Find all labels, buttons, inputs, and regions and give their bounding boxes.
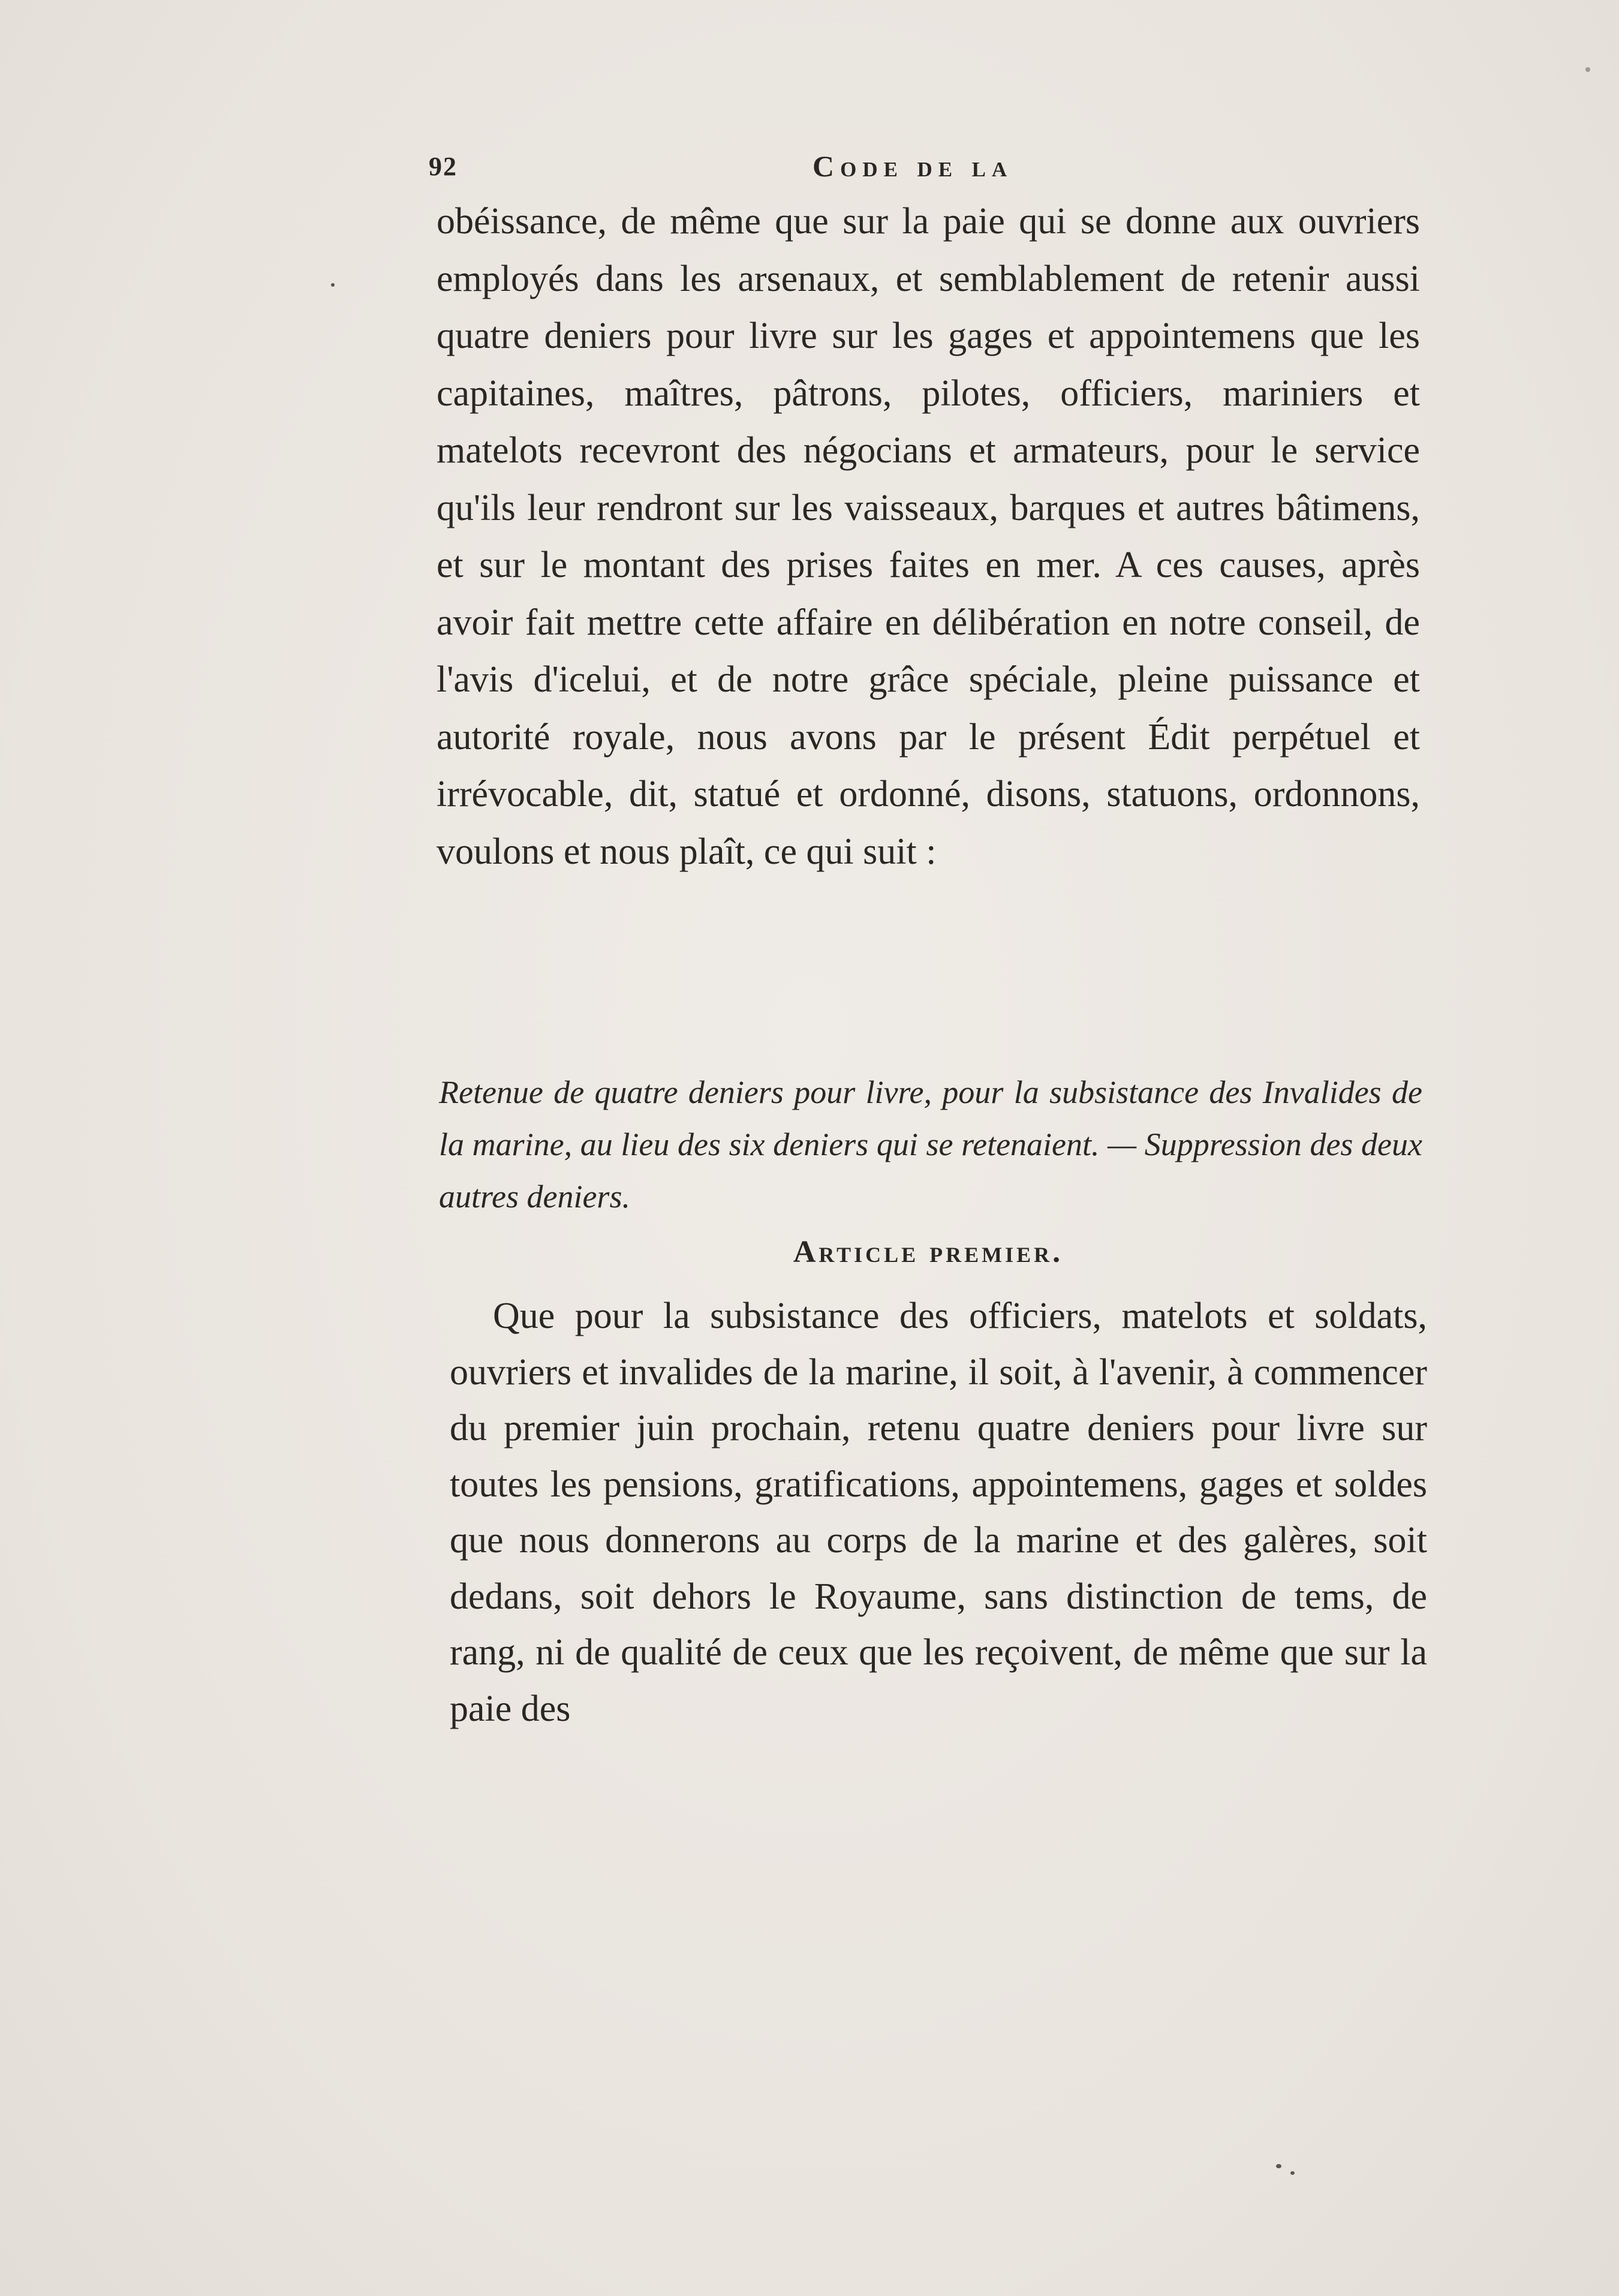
body-paragraph: obéissance, de même que sur la paie qui se donne aux ouvriers employés dans les arsenaux, et semblablement de retenir aussi quatre deniers pour livre sur les gages et appointemens que les capitaines, maîtres, pâtrons, pilotes, officiers, mariniers et matelots recevront des négocians et armateurs, pour le service qu'ils leur rendront sur les vaisseaux, barques et autres bâtimens, et sur le montant des prises faites en mer. A ces causes, après avoir fait mettre cette affaire en délibération en notre conseil, de l'avis d'icelui, et de notre grâce spéciale, pleine puissance et autorité royale, nous avons par le présent Édit perpétuel et irrévocable, dit, statué et ordonné, disons, statuons, ordonnons, voulons et nous plaît, ce qui suit : (437, 201, 1420, 872)
marginal-summary (439, 1066, 1422, 1223)
marginal-summary-text: Retenue de quatre deniers pour livre, pour la subsistance des Invalides de la marine, au lieu des six deniers qui se retenaient. — Suppression des deux autres deniers. (439, 1074, 1422, 1215)
paper-speck (1585, 67, 1590, 72)
article-heading: Article premier. (793, 1235, 1064, 1269)
page-number: 92 (429, 152, 458, 181)
paper-speck (1276, 2164, 1281, 2168)
article-paragraph: Que pour la subsistance des officiers, matelots et soldats, ouvriers et invalides de la marine, il soit, à l'avenir, à commencer du premier juin prochain, retenu quatre deniers pour livre sur toutes les pensions, gratifications, appointemens, gages et soldes que nous donnerons au corps de la marine et des galères, soit dedans, soit dehors le Royaume, sans distinction de tems, de rang, ni de qualité de ceux que les reçoivent, de même que sur la paie des (450, 1296, 1427, 1729)
paper-speck (1290, 2171, 1295, 2175)
paper-speck (331, 283, 335, 287)
page-header (429, 144, 1424, 192)
running-head: Code de la (812, 149, 1013, 183)
